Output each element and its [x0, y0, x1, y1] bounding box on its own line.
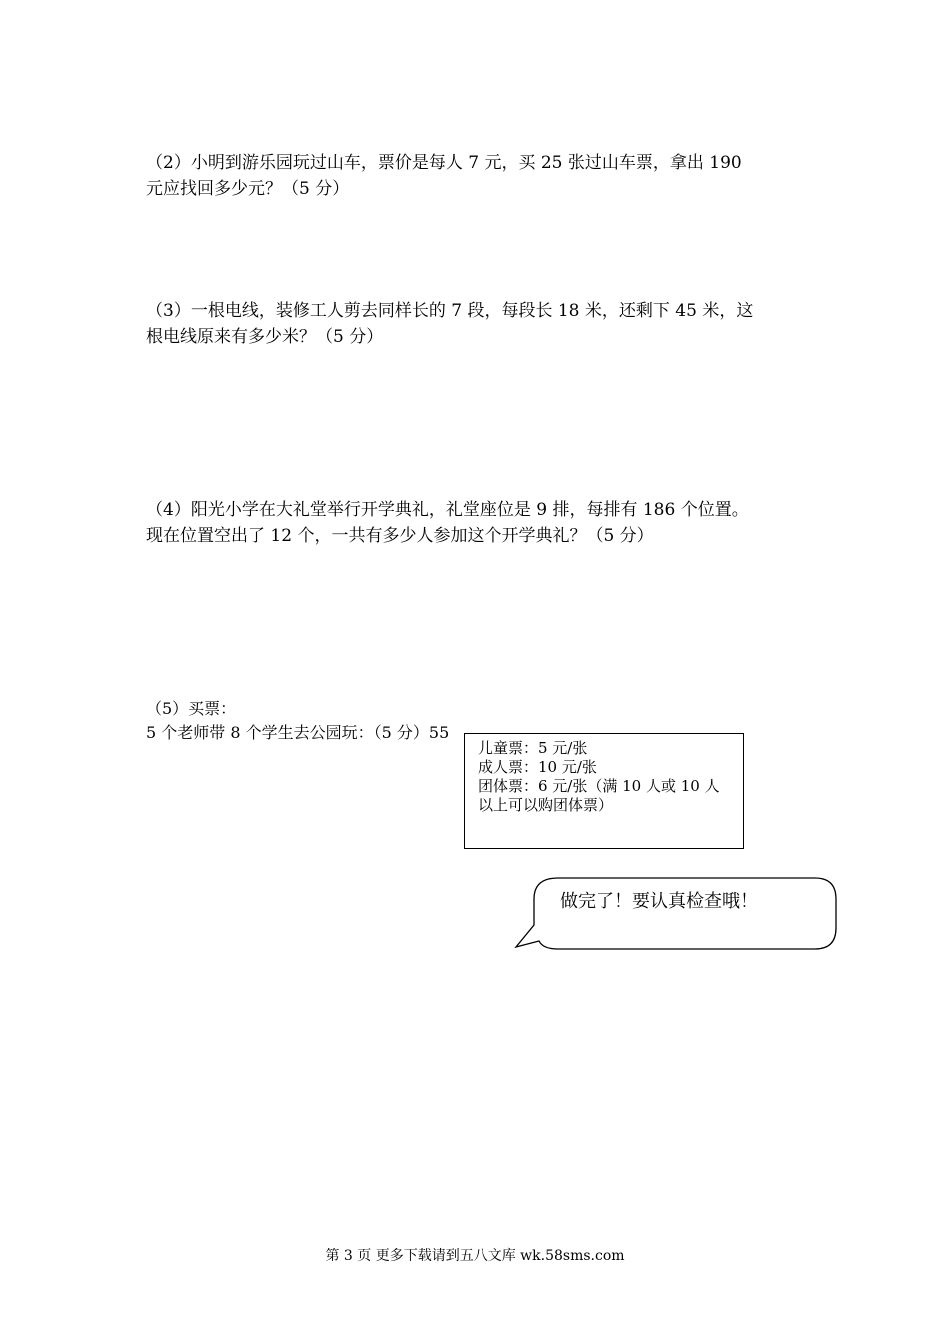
page-footer: 第 3 页 更多下载请到五八文库 wk.58sms.com — [325, 1248, 625, 1264]
question-2-line-1: （2）小明到游乐园玩过山车，票价是每人 7 元，买 25 张过山车票，拿出 190 — [146, 153, 742, 173]
question-3-line-1: （3）一根电线，装修工人剪去同样长的 7 段，每段长 18 米，还剩下 45 米，这 — [146, 301, 754, 321]
question-4 — [146, 497, 816, 549]
speech-bubble-shape — [510, 873, 840, 953]
question-4-line-2: 现在位置空出了 12 个，一共有多少人参加这个开学典礼？（5 分） — [146, 526, 654, 546]
question-5-line-1: （5）买票： — [146, 699, 237, 718]
question-3 — [146, 298, 816, 350]
ticket-price-adult: 成人票：10 元/张 — [478, 758, 597, 776]
question-4-line-1: （4）阳光小学在大礼堂举行开学典礼，礼堂座位是 9 排，每排有 186 个位置。 — [146, 500, 749, 520]
ticket-price-child: 儿童票：5 元/张 — [478, 739, 588, 757]
question-3-line-2: 根电线原来有多少米？（5 分） — [146, 327, 384, 347]
question-5-line-2: 5 个老师带 8 个学生去公园玩：（5 分）55 — [146, 723, 450, 742]
question-2 — [146, 150, 816, 202]
ticket-price-group: 团体票：6 元/张（满 10 人或 10 人 — [478, 777, 720, 795]
ticket-price-group-note: 以上可以购团体票） — [478, 796, 614, 814]
ticket-price-box — [464, 733, 744, 849]
question-2-line-2: 元应找回多少元？（5 分） — [146, 179, 350, 199]
speech-bubble-text: 做完了！要认真检查哦！ — [560, 891, 758, 912]
